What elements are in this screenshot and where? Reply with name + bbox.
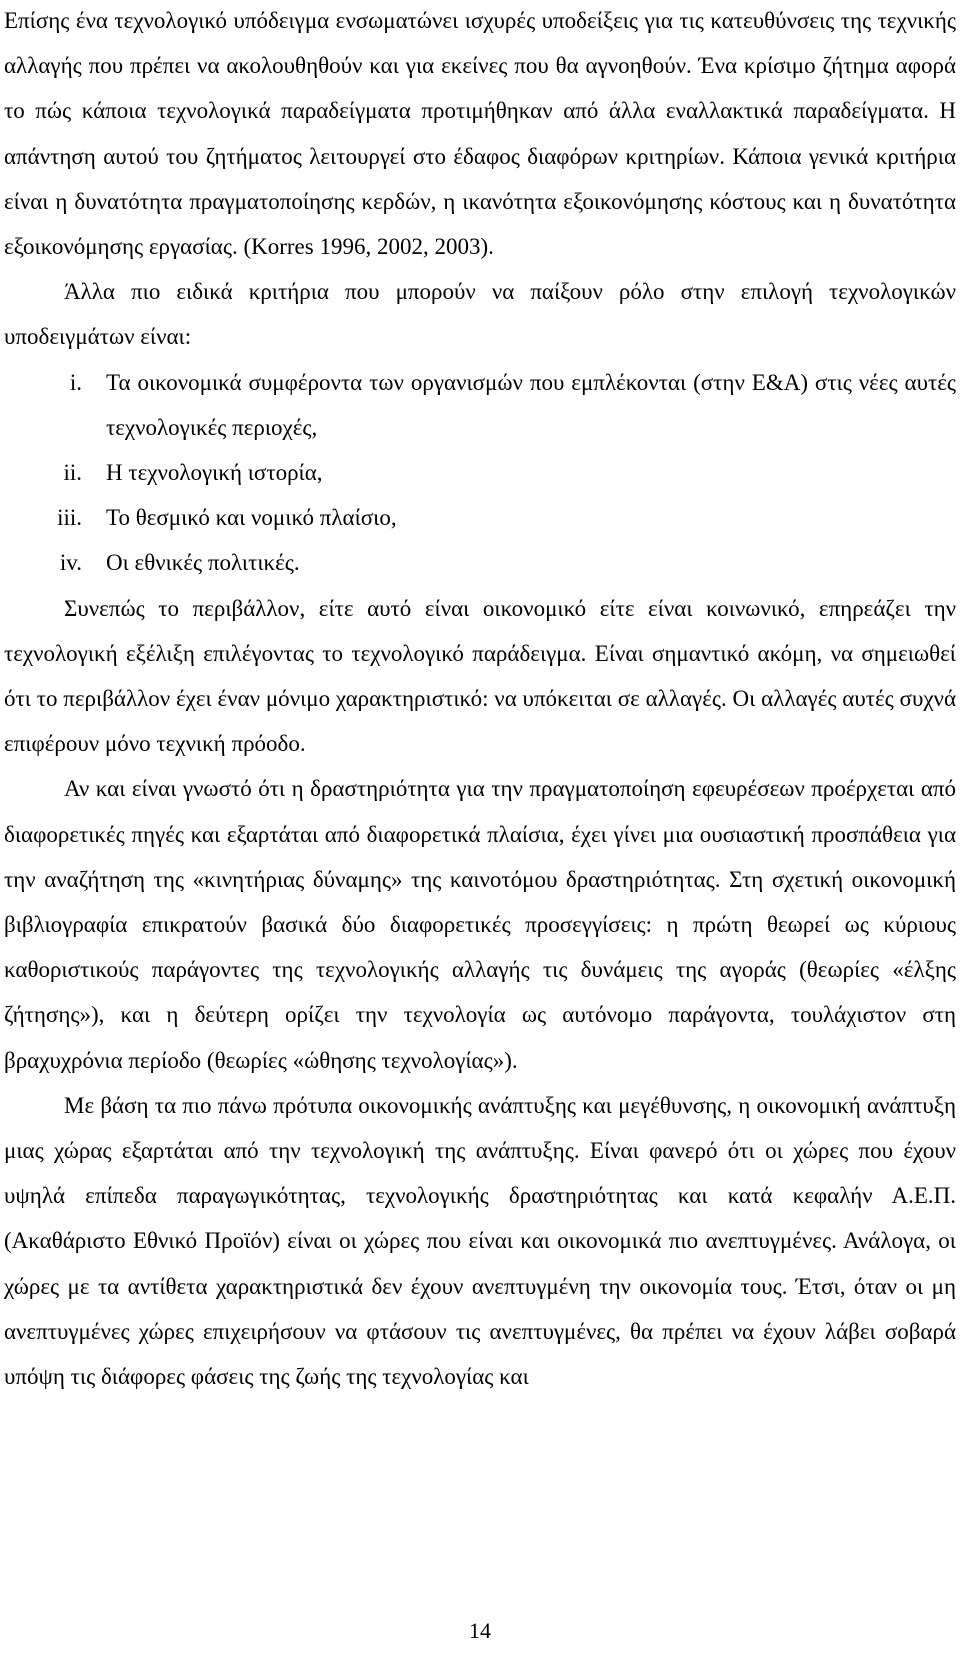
document-page [4,0,956,1678]
paragraph-innovation-driving-force: Αν και είναι γνωστό ότι η δραστηριότητα για την πραγματοποίηση εφευρέσεων προέρχεται από διαφορετικές πηγές και εξαρτάται από διαφορετικά πλαίσια, έχει γίνει μια ουσιαστική προσπάθεια για την αναζήτηση της «κινητήριας δύναμης» της καινοτόμου δραστηριότητας. Στη σχετική οικονομική βιβλιογραφία επικρατούν βασικά δύο διαφορετικές προσεγγίσεις: η πρώτη θεωρεί ως κύριους καθοριστικούς παράγοντες της τεχνολογικής αλλαγής τις δυνάμεις της αγοράς (θεωρίες «έλξης ζήτησης»), και η δεύτερη ορίζει την τεχνολογία ως αυτόνομο παράγοντα, τουλάχιστον στη βραχυχρόνια περίοδο (θεωρίες «ώθησης τεχνολογίας»). [4,776,956,1073]
list-item-text: Η τεχνολογική ιστορία, [106,460,323,486]
paragraph-environment: Συνεπώς το περιβάλλον, είτε αυτό είναι οικονομικό είτε είναι κοινωνικό, επηρεάζει την τεχνολογική εξέλιξη επιλέγοντας το τεχνολογικό παράδειγμα. Είναι σημαντικό ακόμη, να σημειωθεί ότι το περιβάλλον έχει έναν μόνιμο χαρακτηριστικό: να υπόκειται σε αλλαγές. Οι αλλαγές αυτές συχνά επιφέρουν μόνο τεχνική πρόοδο. [4,595,956,757]
list-item [4,360,956,450]
list-item-marker: iii. [57,505,82,531]
list-item [4,450,956,495]
list-item [4,495,956,540]
list-item-marker: i. [69,369,82,395]
list-item-marker: ii. [63,460,82,486]
page-number: 14 [469,1618,491,1643]
list-item-marker: iv. [59,550,82,576]
paragraph-economic-development: Με βάση τα πιο πάνω πρότυπα οικονομικής ανάπτυξης και μεγέθυνσης, η οικονομική ανάπτυξη μιας χώρας εξαρτάται από την τεχνολογική της ανάπτυξης. Είναι φανερό ότι οι χώρες που έχουν υψηλά επίπεδα παραγωγικότητας, τεχνολογικής δραστηριότητας και κατά κεφαλήν Α.Ε.Π. (Ακαθάριστο Εθνικό Προϊόν) είναι οι χώρες που είναι και οικονομικά πιο ανεπτυγμένες. Ανάλογα, οι χώρες με τα αντίθετα χαρακτηριστικά δεν έχουν ανεπτυγμένη την οικονομία τους. Έτσι, όταν οι μη ανεπτυγμένες χώρες επιχειρήσουν να φτάσουν τις ανεπτυγμένες, θα πρέπει να έχουν λάβει σοβαρά υπόψη τις διάφορες φάσεις της ζωής της τεχνολογίας και [4,1092,956,1390]
list-item-text: Οι εθνικές πολιτικές. [106,550,300,576]
paragraph-specific-criteria-intro: Άλλα πιο ειδικά κριτήρια που μπορούν να παίξουν ρόλο στην επιλογή τεχνολογικών υποδειγμάτων είναι: [4,279,956,350]
criteria-list [4,360,956,586]
paragraph-technological-paradigm: Επίσης ένα τεχνολογικό υπόδειγμα ενσωματώνει ισχυρές υποδείξεις για τις κατευθύνσεις της τεχνικής αλλαγής που πρέπει να ακολουθηθούν και για εκείνες που θα αγνοηθούν. Ένα κρίσιμο ζήτημα αφορά το πώς κάποια τεχνολογικά παραδείγματα προτιμήθηκαν από άλλα εναλλακτικά παραδείγματα. Η απάντηση αυτού του ζητήματος λειτουργεί στο έδαφος διαφόρων κριτηρίων. Κάποια γενικά κριτήρια είναι η δυνατότητα πραγματοποίησης κερδών, η ικανότητα εξοικονόμησης κόστους και η δυνατότητα εξοικονόμησης εργασίας. (Korres 1996, 2002, 2003). [4,8,956,260]
list-item-text: Τα οικονομικά συμφέροντα των οργανισμών που εμπλέκονται (στην Ε&Α) στις νέες αυτές τεχνολογικές περιοχές, [106,369,956,440]
list-item [4,540,956,585]
list-item-text: Το θεσμικό και νομικό πλαίσιο, [106,505,397,531]
